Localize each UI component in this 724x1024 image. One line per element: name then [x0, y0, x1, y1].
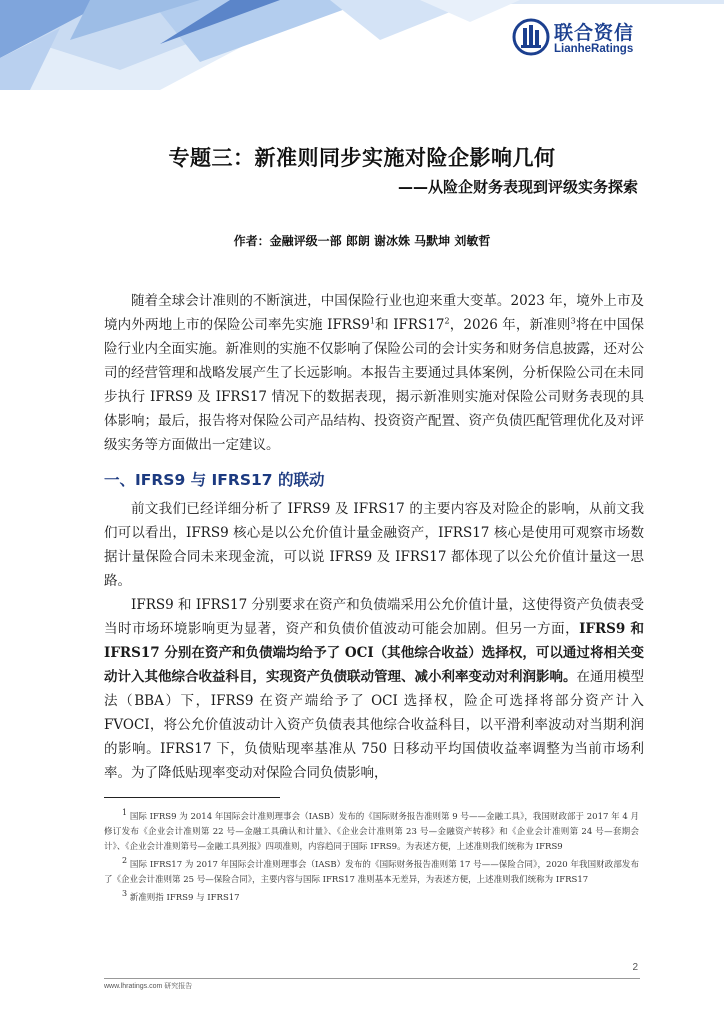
- footnote-ref-3[interactable]: 3: [570, 316, 576, 326]
- footnote-text: 国际 IFRS9 为 2014 年国际会计准则理事会（IASB）发布的《国际财务报告准则第 9 号——金融工具》，我国财政部于 2017 年 4 月修订发布《企业会计准则第 22 号—金融工具确认和计量》、《企业会计准则第 23 号—金融资产转移》和《企业会计准则第 24 号—套期会计》、《企业会计准则第号—金融工具列报》四项准则，内容趋同于国际 IFRS9。为表述方便，上述准则我们统称为 IFRS9: [104, 812, 639, 852]
- footnote-item: [104, 891, 639, 906]
- lianhe-logo-icon: [512, 18, 550, 56]
- intro-paragraph: [104, 289, 644, 457]
- section-heading: 一、IFRS9 与 IFRS17 的联动: [104, 471, 325, 489]
- intro-section: [104, 289, 644, 457]
- footnote-item: [104, 858, 639, 888]
- brand-name-en: LianheRatings: [554, 43, 634, 55]
- footnote-number: 3: [122, 889, 128, 899]
- brand-name-cn: 联合资信: [554, 22, 635, 44]
- footnote-ref-2[interactable]: 2: [444, 316, 450, 326]
- section-paragraph-2-text-a: IFRS9 和 IFRS17 分别要求在资产和负债端采用公允价值计量，这使得资产负债表受当时市场环境影响更为显著，资产和负债价值波动可能会加剧。但另一方面，: [104, 597, 644, 637]
- page-title: 专题三：新准则同步实施对险企影响几何: [168, 146, 556, 170]
- intro-text-1: 随着全球会计准则的不断演进，中国保险行业也迎来重大变革。2023 年，境外上市及境内外两地上市的保险公司率先实施 IFRS9: [104, 293, 644, 333]
- section-paragraph-2-bold: IFRS9 和 IFRS17 分别在资产和负债端均给予了 OCI（其他综合收益）选择权，可以通过将相关变动计入其他综合收益科目，实现资产负债联动管理、减小利率变动对利润影响。: [104, 621, 644, 685]
- footnote-divider: [104, 797, 280, 798]
- section-paragraph-1: 前文我们已经详细分析了 IFRS9 及 IFRS17 的主要内容及对险企的影响，从前文我们可以看出，IFRS9 核心是以公允价值计量金融资产，IFRS17 核心是使用可观察市场数据计量保险合同未来现金流，可以说 IFRS9 及 IFRS17 都体现了以公允价值计量这一思路。: [104, 501, 644, 589]
- footnote-text: 新准则指 IFRS9 与 IFRS17: [129, 893, 240, 903]
- intro-text-4: 将在中国保险行业内全面实施。新准则的实施不仅影响了保险公司的会计实务和财务信息披露，还对公司的经营管理和战略发展产生了长远影响。本报告主要通过具体案例，分析保险公司在未同步执行 IFRS9 及 IFRS17 情况下的数据表现，揭示新准则实施对保险公司财务表现的具体影响；最后，报告将对保险公司产品结构、投资资产配置、资产负债匹配管理优化及对评级实务等方面做出一定建议。: [104, 317, 645, 453]
- footnotes: [104, 810, 639, 909]
- section-body: [104, 497, 644, 785]
- footer-website[interactable]: www.lhratings.com 研究报告: [104, 983, 193, 990]
- footnote-number: 2: [122, 856, 128, 866]
- page-subtitle: ——从险企财务表现到评级实务探索: [397, 178, 638, 196]
- intro-text-2: 和 IFRS17: [374, 317, 445, 333]
- intro-text-3: ，2026 年，新准则: [449, 317, 571, 333]
- brand-logo: [512, 16, 642, 60]
- footnote-item: [104, 810, 639, 855]
- footnote-ref-1[interactable]: 1: [369, 316, 375, 326]
- section-paragraph-2: [104, 593, 644, 785]
- footer-divider: [104, 978, 640, 979]
- footnote-text: 国际 IFRS17 为 2017 年国际会计准则理事会（IASB）发布的《国际财务报告准则第 17 号——保险合同》，2020 年我国财政部发布了《企业会计准则第 25 号—保险合同》，主要内容与国际 IFRS17 准则基本无差异，为表述方便，上述准则我们统称为 IFRS17: [104, 860, 639, 885]
- footnote-number: 1: [122, 808, 128, 818]
- section-paragraph-2-text-b: 在通用模型法（BBA）下，IFRS9 在资产端给予了 OCI 选择权，险企可选择将部分资产计入 FVOCI，将公允价值波动计入资产负债表其他综合收益科目，以平滑利率波动对当期利润的影响。IFRS17 下，负债贴现率基准从 750 日移动平均国债收益率调整为当前市场利率。为了降低贴现率变动对保险合同负债影响，: [104, 669, 644, 781]
- page-number: 2: [632, 962, 638, 973]
- authors-line: 作者：金融评级一部 郎朗 谢冰姝 马默坤 刘敏哲: [233, 234, 491, 248]
